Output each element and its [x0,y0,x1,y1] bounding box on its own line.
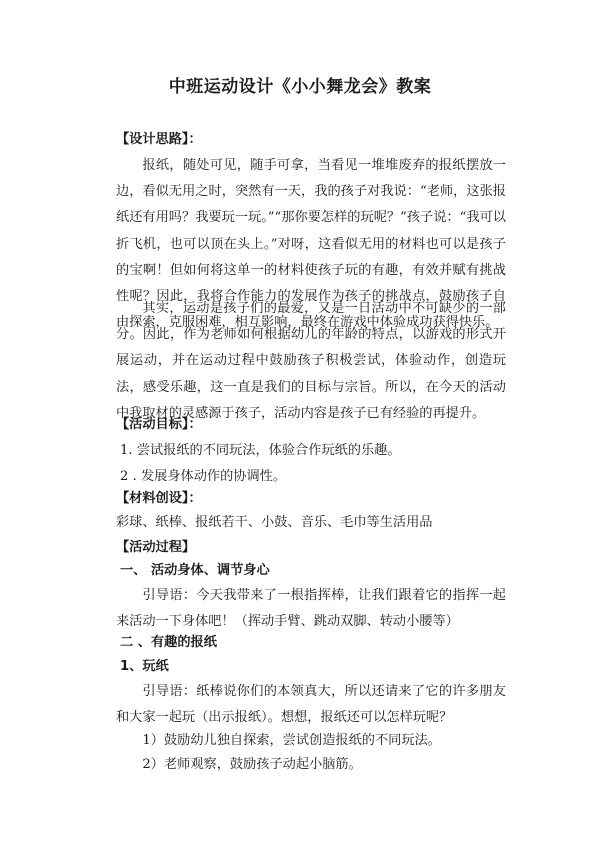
design-paragraph-2: 其实，运动是孩子们的最爱，又是一日活动中不可缺少的一部分。因此，作为老师如何根据幼儿的年龄的特点，以游戏的形式开展运动，并在运动过程中鼓励孩子积极尝试，体验动作，创造玩法，感受乐趣，这一直是我们的目标与宗旨。所以，在今天的活动中我取材的灵感源于孩子，活动内容是孩子已有经验的再提升。 [116,301,506,421]
step2-item-2: 2）老师观察，鼓励孩子动起小脑筋。 [142,757,362,772]
page-title: 中班运动设计《小小舞龙会》教案 [168,77,432,97]
process-heading: 【活动过程】 [116,540,196,555]
step1-heading: 一、 活动身体、调节身心 [120,563,270,578]
step2-sub1-heading: 1、玩纸 [120,659,169,674]
materials-heading: 【材料创设】： [116,491,202,506]
goals-heading: 【活动目标】： [116,417,202,432]
design-paragraph-1: 报纸，随处可见，随手可拿，当看见一堆堆废弃的报纸摆放一边，看似无用之时，突然有一天，我的孩子对我说：“老师，这张报纸还有用吗？我要玩一玩。”“那你要怎样的玩呢？”孩子说：“我可以折飞机，也可以顶在头上。”对呀，这看似无用的材料也可以是孩子的宝啊！但如何将这单一的材料使孩子玩的有趣，有效并赋有挑战性呢？因此，我将合作能力的发展作为孩子的挑战点，鼓励孩子自由探索，克服困难，相互影响，最终在游戏中体验成功获得快乐。 [116,158,506,331]
goal-item-1: 1. 尝试报纸的不同玩法，体验合作玩纸的乐趣。 [120,443,401,458]
step1-text: 引导语：今天我带来了一根指挥棒，让我们跟着它的指挥一起来活动一下身体吧！（挥动手臂、跳动双脚、转动小腰等） [116,588,506,630]
step2-item-1: 1）鼓励幼儿独自探索，尝试创造报纸的不同玩法。 [142,733,441,748]
materials-text: 彩球、纸棒、报纸若干、小鼓、音乐、毛巾等生活用品 [116,515,433,530]
design-heading: 【设计思路】： [116,132,202,147]
step2-sub1-text: 引导语：纸棒说你们的本领真大，所以还请来了它的许多朋友和大家一起玩（出示报纸）。想想，报纸还可以怎样玩呢？ [116,684,506,726]
goal-item-2: 2 . 发展身体动作的协调性。 [120,469,287,484]
step2-heading: 二 、有趣的报纸 [120,635,217,650]
